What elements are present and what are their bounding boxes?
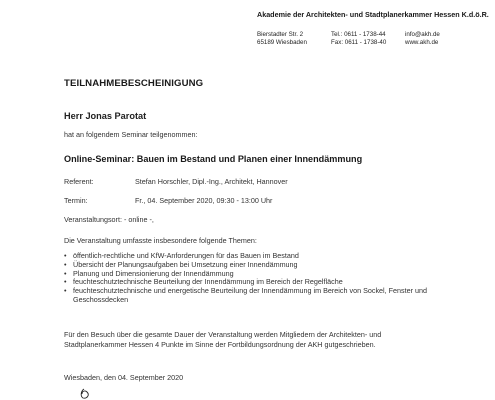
detail-label: Veranstaltungsort: xyxy=(64,215,122,224)
topics-intro: Die Veranstaltung umfasste insbesondere folgende Themen: xyxy=(64,236,257,245)
bullet-icon: • xyxy=(64,251,67,260)
detail-label: Referent: xyxy=(64,177,94,186)
detail-row-referent xyxy=(64,177,288,186)
place-date: Wiesbaden, den 04. September 2020 xyxy=(64,373,184,382)
bullet-icon: • xyxy=(64,286,67,296)
bullet-icon: • xyxy=(64,277,67,287)
telephone-number: Tel.: 0611 - 1738-44 xyxy=(331,31,386,38)
topic-text: öffentlich-rechtliche und KfW-Anforderungen für das Bauen im Bestand xyxy=(73,251,299,260)
closing-line: Stadtplanerkammer Hessen 4 Punkte im Sinne der Fortbildungsordnung der AKH gutgeschrieben. xyxy=(64,340,376,349)
phone-block xyxy=(331,31,386,47)
street-address: Bierstadter Str. 2 xyxy=(257,31,304,38)
detail-row-ort xyxy=(64,215,154,224)
intro-text: hat an folgendem Seminar teilgenommen: xyxy=(64,130,198,139)
address-block xyxy=(257,31,307,47)
detail-label: Termin: xyxy=(64,196,88,205)
detail-value: Stefan Horschler, Dipl.-Ing., Architekt, Hannover xyxy=(135,177,288,186)
closing-line: Für den Besuch über die gesamte Dauer der Veranstaltung werden Mitgliedern der Architekten- und xyxy=(64,330,382,339)
email-address: info@akh.de xyxy=(405,31,440,38)
organization-name: Akademie der Architekten- und Stadtplanerkammer Hessen K.d.ö.R. xyxy=(257,10,489,19)
detail-value: - online -, xyxy=(123,215,154,224)
signature-mark xyxy=(78,386,118,400)
website-address: www.akh.de xyxy=(405,39,439,47)
fax-number: Fax: 0611 - 1738-40 xyxy=(331,39,387,47)
contact-block xyxy=(405,31,440,47)
bullet-icon: • xyxy=(64,259,67,269)
city-address: 65189 Wiesbaden xyxy=(257,39,307,47)
seminar-title: Online-Seminar: Bauen im Bestand und Planen einer Innendämmung xyxy=(64,154,363,164)
document-title: TEILNAHMEBESCHEINIGUNG xyxy=(64,78,204,89)
participant-name: Herr Jonas Parotat xyxy=(64,111,147,121)
detail-row-termin xyxy=(64,196,272,205)
bullet-icon: • xyxy=(64,268,67,278)
detail-value: Fr., 04. September 2020, 09:30 - 13:00 Uhr xyxy=(135,196,273,205)
topic-text: Planung und Dimensionierung der Innendämmung xyxy=(73,268,234,278)
closing-paragraph xyxy=(64,330,381,350)
topic-text: feuchteschutztechnische und energetische Beurteilung der Innendämmung im Bereich von Sockel, Fenster und Geschossdecken xyxy=(73,286,427,304)
topic-text: Übersicht der Planungsaufgaben bei Umsetzung einer Innendämmung xyxy=(73,259,298,269)
list-item xyxy=(64,287,464,305)
topic-text: feuchteschutztechnische Beurteilung der Innendämmung im Bereich der Regelfläche xyxy=(73,277,343,287)
topics-list xyxy=(64,252,464,305)
